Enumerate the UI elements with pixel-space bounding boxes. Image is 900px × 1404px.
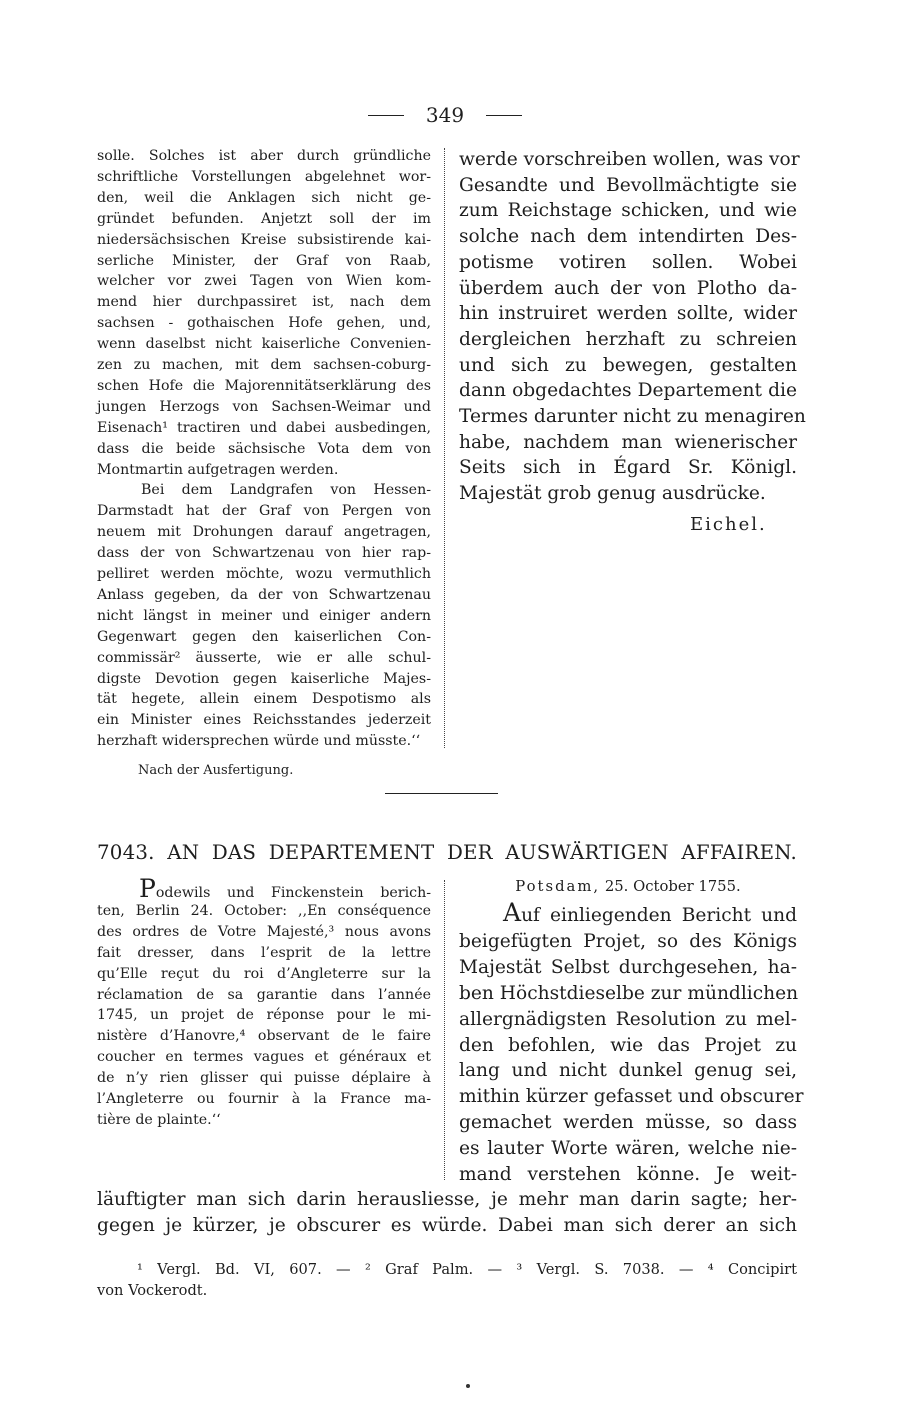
line-text: schen Hofe die Majorennitätserklärung des xyxy=(97,377,431,394)
text-line xyxy=(97,292,431,313)
line-text: hin instruiret werden sollte, wider xyxy=(459,303,797,325)
line-text: Gegenwart gegen den kaiserlichen Con- xyxy=(97,628,431,645)
text-line xyxy=(97,964,431,985)
text-line xyxy=(459,353,797,379)
signature: Eichel. xyxy=(690,514,767,535)
line-text: den, weil die Anklagen sich nicht ge- xyxy=(97,189,431,206)
text-line xyxy=(97,606,431,627)
line-text: welcher vor zwei Tagen von Wien kom- xyxy=(97,273,431,290)
line-text: serliche Minister, der Graf von Raab, xyxy=(97,252,431,269)
line-text: Seits sich in Égard Sr. Königl. xyxy=(459,457,797,479)
text-line xyxy=(139,874,431,903)
line-text: herzhaft widersprechen würde und müsste.‘‘ xyxy=(97,733,421,750)
line-text: ben Höchstdieselbe zur mündlichen xyxy=(459,982,799,1004)
text-line xyxy=(97,922,431,943)
line-text: solle. Solches ist aber durch gründliche xyxy=(97,148,431,164)
text-line xyxy=(459,430,797,456)
text-line xyxy=(97,397,431,418)
text-line xyxy=(459,1110,797,1136)
line-text: odewils und Finckenstein berich- xyxy=(155,885,431,901)
text-line xyxy=(459,173,797,199)
text-line xyxy=(503,898,797,929)
text-line xyxy=(97,564,431,585)
page-number-text: 349 xyxy=(425,103,465,127)
line-text: schriftliche Vorstellungen abgelehnet wor- xyxy=(97,168,431,185)
line-text: habe, nachdem man wienerischer xyxy=(459,431,797,453)
text-line xyxy=(97,271,431,292)
line-text: dergleichen herzhaft zu schreien xyxy=(459,328,797,350)
line-text: Majestät Selbst durchgesehen, ha- xyxy=(459,956,797,978)
drop-initial: A xyxy=(503,898,522,927)
line-text: allergnädigsten Resolution zu mel- xyxy=(459,1008,797,1030)
line-text: werde vorschreiben wollen, was vor xyxy=(459,149,800,170)
line-text: Darmstadt hat der Graf von Pergen von xyxy=(97,503,431,520)
drop-initial: P xyxy=(139,874,156,903)
line-text: jungen Herzogs von Sachsen-Weimar und xyxy=(97,398,431,415)
text-line xyxy=(97,710,431,731)
text-line xyxy=(97,209,431,230)
line-text: zum Reichstage schicken, und wie xyxy=(459,200,797,222)
line-text: dass der von Schwartzenau von hier rap- xyxy=(97,545,431,562)
line-text: potisme votiren sollen. Wobei xyxy=(459,251,797,273)
page-number-dash-right xyxy=(486,115,522,116)
text-line xyxy=(97,1213,797,1239)
text-line xyxy=(97,188,431,209)
line-text: tière de plainte.‘‘ xyxy=(97,1111,221,1128)
line-text: nicht längst in meiner und einiger andern xyxy=(97,607,431,624)
text-line xyxy=(459,1033,797,1059)
line-text: commissär² äusserte, wie er alle schul- xyxy=(97,649,431,666)
line-text: ein Minister eines Reichsstandes jederzeit xyxy=(97,712,431,729)
line-text: wenn daselbst nicht kaiserliche Convenien- xyxy=(97,336,431,353)
document-heading: 7043. AN DAS DEPARTEMENT DER AUSWÄRTIGEN AFFAIREN. xyxy=(97,841,797,864)
text-line xyxy=(97,376,431,397)
text-line xyxy=(97,689,431,710)
text-line xyxy=(459,301,797,327)
text-line xyxy=(459,1058,797,1084)
line-text: mithin kürzer gefasset und obscurer xyxy=(459,1086,804,1108)
text-line xyxy=(97,1089,431,1110)
line-text: den befohlen, wie das Projet zu xyxy=(459,1034,797,1056)
text-line xyxy=(97,313,431,334)
line-text: läuftigter man sich darin herausliesse, je mehr man darin sagte; her- xyxy=(97,1189,797,1210)
line-text: coucher en termes vagues et généraux et xyxy=(97,1049,431,1066)
line-text: qu’Elle reçut du roi d’Angleterre sur la xyxy=(97,965,431,982)
text-line xyxy=(97,439,431,460)
text-line xyxy=(97,543,431,564)
line-text: Termes darunter nicht zu menagiren xyxy=(459,406,806,427)
place: Potsdam, xyxy=(515,878,601,895)
line-text: de n’y rien glisser qui puisse déplaire à xyxy=(97,1070,431,1087)
line-text: Eisenach¹ tractiren und dabei ausbedingen, xyxy=(97,419,431,436)
text-line xyxy=(459,147,800,173)
text-line xyxy=(97,901,431,922)
text-line xyxy=(97,251,431,272)
date: 25. October 1755. xyxy=(604,878,741,895)
text-line xyxy=(97,334,431,355)
line-text: réclamation de sa garantie dans l’année xyxy=(97,986,431,1003)
text-line xyxy=(97,731,431,752)
text-line xyxy=(97,985,431,1006)
column-rule-bottom xyxy=(444,880,445,1180)
place-date xyxy=(458,876,798,898)
line-text: und sich zu bewegen, gestalten xyxy=(459,354,797,376)
text-line xyxy=(459,198,797,224)
line-text: dass die beide sächsische Vota dem von xyxy=(97,440,431,457)
line-text: tät hegete, allein einem Despotismo als xyxy=(97,691,431,708)
text-line xyxy=(459,1084,804,1110)
text-line xyxy=(97,669,431,690)
line-text: l’Angleterre ou fournir à la France ma- xyxy=(97,1091,431,1107)
text-line xyxy=(97,418,431,439)
text-line xyxy=(97,1047,431,1068)
line-text: neuem mit Drohungen darauf angetragen, xyxy=(97,524,431,541)
line-text: mend hier durchpassiret ist, nach dem xyxy=(97,294,431,311)
line-text: sachsen - gothaischen Hofe gehen, und, xyxy=(97,315,431,332)
text-line xyxy=(97,585,431,606)
line-text: digste Devotion gegen kaiserliche Majes- xyxy=(97,670,431,687)
line-text: des ordres de Votre Majesté,³ nous avons xyxy=(97,923,431,940)
text-line xyxy=(459,250,797,276)
text-line xyxy=(459,481,797,507)
text-line xyxy=(459,404,806,430)
text-line xyxy=(459,929,797,955)
text-line xyxy=(459,455,797,481)
line-text: lang und nicht dunkel genug sei, xyxy=(459,1060,797,1082)
line-text: dann obgedachtes Departement die xyxy=(459,380,797,402)
text-line xyxy=(459,327,797,353)
line-text: 1745, un projet de réponse pour le mi- xyxy=(97,1007,431,1024)
line-text: beigefügten Projet, so des Königs xyxy=(459,930,797,952)
footnote-line xyxy=(137,1260,797,1280)
text-line xyxy=(97,1110,431,1131)
text-line xyxy=(97,230,431,251)
line-text: Majestät grob genug ausdrücke. xyxy=(459,483,766,505)
text-line xyxy=(459,224,797,250)
text-line xyxy=(97,1187,797,1213)
text-line xyxy=(97,627,431,648)
line-text: es lauter Worte wären, welche nie- xyxy=(459,1138,797,1160)
line-text: solche nach dem intendirten Des- xyxy=(459,226,797,248)
line-text: Gesandte und Bevollmächtigte sie xyxy=(459,174,797,196)
line-text: gründet befunden. Anjetzt soll der im xyxy=(97,210,431,227)
text-line xyxy=(459,1162,797,1188)
text-line xyxy=(97,1068,431,1089)
line-text: pelliret werden möchte, wozu vermuthlich xyxy=(97,566,431,582)
line-text: Bei dem Landgrafen von Hessen- xyxy=(141,482,431,499)
line-text: überdem auch der von Plotho da- xyxy=(459,277,797,299)
column-rule-top xyxy=(444,148,445,748)
page-number xyxy=(360,101,530,131)
text-line xyxy=(97,501,431,522)
line-text: gemachet werden müsse, so dass xyxy=(459,1112,797,1134)
print-mark xyxy=(466,1384,470,1388)
line-text: Montmartin aufgetragen werden. xyxy=(97,461,339,478)
text-line xyxy=(459,1136,797,1162)
line-text: ¹ Vergl. Bd. VI, 607. — ² Graf Palm. — ³ Vergl. S. 7038. — ⁴ Concipirt xyxy=(137,1261,797,1278)
text-line xyxy=(97,648,431,669)
line-text: niedersächsischen Kreise subsistirende kai- xyxy=(97,231,431,248)
text-line xyxy=(97,460,431,481)
text-line xyxy=(141,480,431,501)
text-line xyxy=(97,1005,431,1026)
text-line xyxy=(97,146,431,167)
text-line xyxy=(97,1026,431,1047)
text-line xyxy=(459,981,797,1007)
line-text: mand verstehen könne. Je weit- xyxy=(459,1164,797,1185)
text-line xyxy=(97,167,431,188)
text-line xyxy=(97,943,431,964)
text-line xyxy=(459,1007,797,1033)
line-text: uf einliegenden Bericht und xyxy=(521,905,797,926)
section-divider xyxy=(385,793,498,794)
text-line xyxy=(459,276,797,302)
line-text: Anlass gegeben, da der von Schwartzenau xyxy=(97,586,431,603)
source-note: Nach der Ausfertigung. xyxy=(138,763,294,778)
line-text: nistère d’Hanovre,⁴ observant de le faire xyxy=(97,1028,431,1045)
text-line xyxy=(459,378,797,404)
line-text: gegen je kürzer, je obscurer es würde. Dabei man sich derer an sich xyxy=(97,1214,797,1236)
text-line xyxy=(459,955,797,981)
footnote-line xyxy=(97,1281,797,1301)
line-text: zen zu machen, mit dem sachsen-coburg- xyxy=(97,357,431,373)
text-line xyxy=(97,522,431,543)
line-text: von Vockerodt. xyxy=(97,1281,208,1299)
text-line xyxy=(97,355,431,376)
line-text: fait dresser, dans l’esprit de la lettre xyxy=(97,944,431,961)
line-text: ten, Berlin 24. October: ,,En conséquence xyxy=(97,902,431,919)
